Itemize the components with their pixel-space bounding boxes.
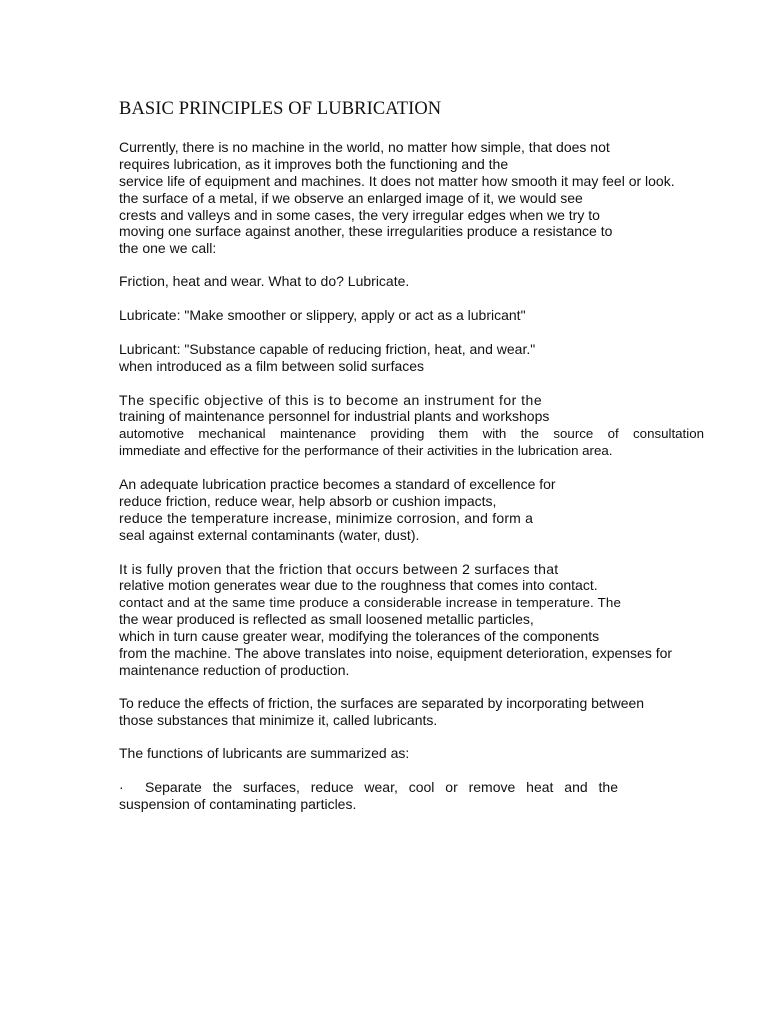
paragraph-line: service life of equipment and machines. It does not matter how smooth it may feel or look. xyxy=(119,173,675,189)
paragraph-line: reduce the temperature increase, minimize corrosion, and form a xyxy=(119,510,534,526)
paragraph-line: reduce friction, reduce wear, help absorb or cushion impacts, xyxy=(119,493,497,509)
paragraph-line: The specific objective of this is to become an instrument for the xyxy=(119,392,543,408)
paragraph-line: requires lubrication, as it improves both the functioning and the xyxy=(119,156,509,172)
paragraph-line: the wear produced is reflected as small loosened metallic particles, xyxy=(119,611,534,627)
paragraph-line: seal against external contaminants (water, dust). xyxy=(119,527,420,543)
paragraph-line: those substances that minimize it, called lubricants. xyxy=(119,712,438,728)
paragraph-line: from the machine. The above translates into noise, equipment deterioration, expenses for xyxy=(119,645,673,661)
paragraph-line: when introduced as a film between solid surfaces xyxy=(119,358,425,374)
paragraph-line: An adequate lubrication practice becomes a standard of excellence for xyxy=(119,476,556,492)
paragraph-line: suspension of contaminating particles. xyxy=(119,796,357,812)
paragraph-line: the surface of a metal, if we observe an enlarged image of it, we would see xyxy=(119,190,583,206)
paragraph-line: Lubricate: "Make smoother or slippery, apply or act as a lubricant" xyxy=(119,307,526,323)
paragraph-line: Lubricant: "Substance capable of reducing friction, heat, and wear." xyxy=(119,341,536,357)
paragraph-line: Friction, heat and wear. What to do? Lubricate. xyxy=(119,273,410,289)
paragraph-line: Currently, there is no machine in the world, no matter how simple, that does not xyxy=(119,139,610,155)
paragraph-line: The functions of lubricants are summarized as: xyxy=(119,745,410,761)
paragraph-line: the one we call: xyxy=(119,240,217,256)
paragraph-line: immediate and effective for the performance of their activities in the lubrication area. xyxy=(119,443,613,458)
bullet-dot: · xyxy=(119,779,124,795)
paragraph-line: contact and at the same time produce a considerable increase in temperature. The xyxy=(119,595,622,610)
paragraph-line: automotive mechanical maintenance providing them with the source of consultation xyxy=(119,426,704,441)
bullet-text: Separate the surfaces, reduce wear, cool or remove heat and the xyxy=(145,779,618,795)
paragraph-line: relative motion generates wear due to the roughness that comes into contact. xyxy=(119,577,598,593)
paragraph-line: It is fully proven that the friction that occurs between 2 surfaces that xyxy=(119,561,559,577)
paragraph-line: training of maintenance personnel for industrial plants and workshops xyxy=(119,408,550,424)
paragraph-line: To reduce the effects of friction, the surfaces are separated by incorporating between xyxy=(119,695,645,711)
paragraph-line: maintenance reduction of production. xyxy=(119,662,350,678)
paragraph-line: moving one surface against another, these irregularities produce a resistance to xyxy=(119,223,613,239)
bullet-item xyxy=(119,779,618,796)
paragraph-line: which in turn cause greater wear, modifying the tolerances of the components xyxy=(119,628,600,644)
document-title: BASIC PRINCIPLES OF LUBRICATION xyxy=(119,99,442,119)
paragraph-line: crests and valleys and in some cases, the very irregular edges when we try to xyxy=(119,207,600,223)
